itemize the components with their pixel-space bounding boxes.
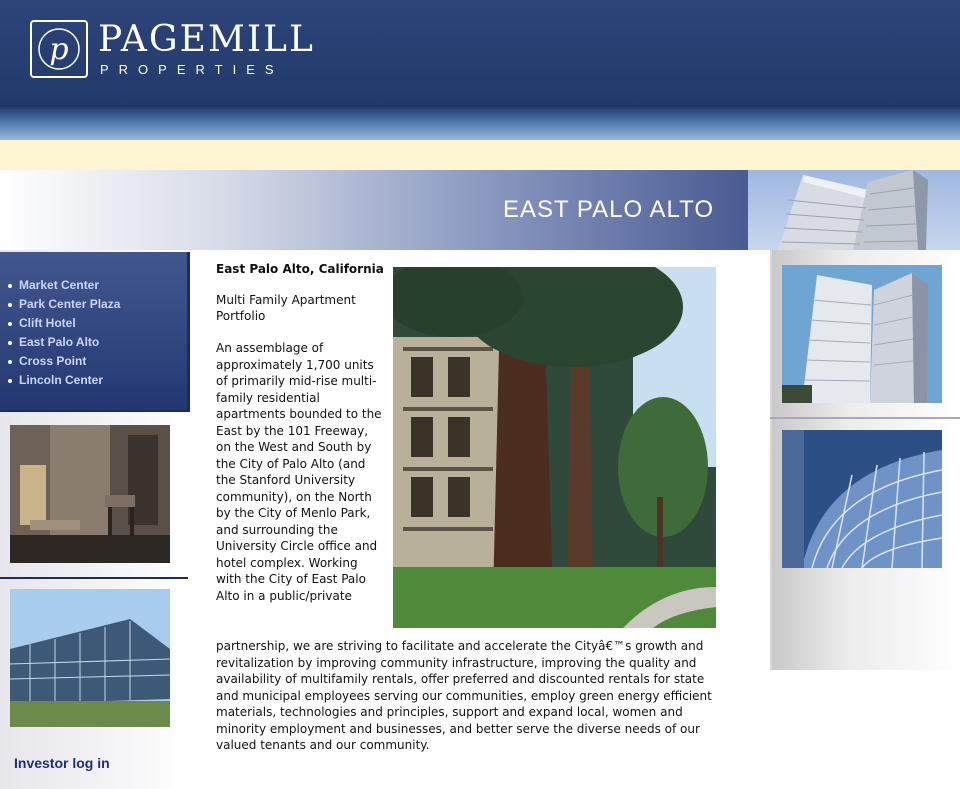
logo-p-icon [32,22,86,76]
page-title: EAST PALO ALTO [503,196,714,223]
bullet-icon [8,360,12,364]
right-divider [770,417,960,419]
page-banner [0,170,748,250]
brand-subtitle: PROPERTIES [100,62,284,77]
bullet-icon [8,379,12,383]
curved-glass-building-photo [782,430,942,568]
header-gradient-bar [0,105,960,140]
bullet-icon [8,284,12,288]
brand-name[interactable]: PAGEMILL [98,19,315,60]
nav-item-lincoln-center[interactable]: Lincoln Center [8,371,120,390]
nav-item-east-palo-alto[interactable]: East Palo Alto [8,333,120,352]
bullet-icon [8,303,12,307]
property-nav [0,252,190,412]
nav-item-clift-hotel[interactable]: Clift Hotel [8,314,120,333]
bullet-icon [8,322,12,326]
nav-item-market-center[interactable]: Market Center [8,276,120,295]
banner-skyscraper-photo [748,170,960,250]
content-body-narrow: An assemblage of approximately 1,700 units of primarily mid-rise multi-family residential apartments bounded to the East by the 101 Freeway, on the West and South by the City of Palo Alto (and the Stanford University community), on the North by the City of Menlo Park, and surrounding the University Circle office and hotel complex. Working with the City of East Palo Alto in a public/private [216,341,382,603]
logo-letter: p [49,32,69,67]
content-subtitle: Multi Family Apartment Portfolio [216,293,356,323]
redwood-apartments-photo [393,267,716,628]
office-towers-photo [782,265,942,403]
glass-office-photo [10,589,170,727]
bullet-icon [8,341,12,345]
nav-item-park-center-plaza[interactable]: Park Center Plaza [8,295,120,314]
cream-band [0,140,960,170]
logo-mark[interactable] [30,20,88,78]
site-header [0,0,960,105]
left-divider [0,577,188,579]
content-body-wide: partnership, we are striving to facilitate and accelerate the Cityâ€™s growth and revitalization by improving community infrastructure, improving the quality and availability of multifamily rentals, offer preferred and discounted rentals for state and municipal employees serving our communities, employ green energy efficient materials, technologies and principles, support and expand local, women and minority employment and businesses, and better serve the diverse needs of our valued tenants and our community. [216,639,712,752]
investor-login-link[interactable]: Investor log in [14,755,110,771]
nav-item-cross-point[interactable]: Cross Point [8,352,120,371]
hotel-lobby-photo [10,425,170,563]
content-title: East Palo Alto, California [216,262,384,276]
